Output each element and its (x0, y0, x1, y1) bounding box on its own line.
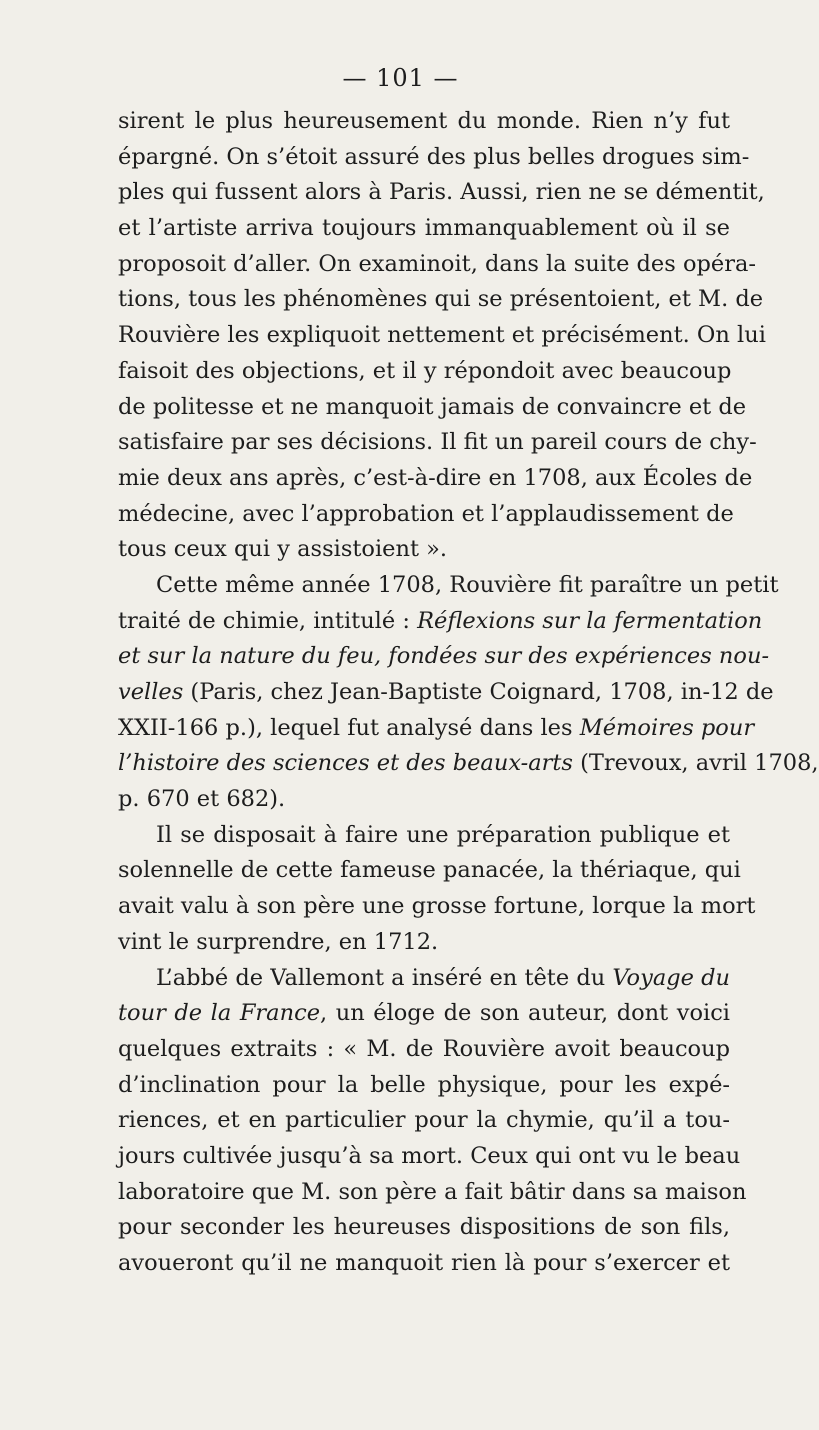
italic-title: Réflexions sur la fermentation (417, 607, 763, 634)
text-line: tous ceux qui y assistoient ». (118, 536, 448, 563)
text-line: Il se disposait à faire une préparation publique et (156, 821, 730, 848)
text-line: ples qui fussent alors à Paris. Aussi, rien ne se démentit, (118, 179, 765, 206)
text-line: satisfaire par ses décisions. Il fit un pareil cours de chy- (118, 429, 757, 456)
text-line: Rouvière les expliquoit nettement et précisément. On lui (118, 322, 766, 349)
text-segment: (Paris, chez Jean-Baptiste Coignard, 1708, in-12 de (183, 679, 774, 705)
text-line: jours cultivée jusqu’à sa mort. Ceux qui ont vu le beau (118, 1142, 741, 1169)
text-line (118, 961, 730, 997)
italic-title: l’histoire des sciences et des beaux-arts (118, 750, 573, 777)
text-line: avoueront qu’il ne manquoit rien là pour s’exercer et (118, 1250, 730, 1276)
text-line (118, 675, 774, 711)
text-line: d’inclination pour la belle physique, pour les expé- (118, 1071, 730, 1098)
text-line: vint le surprendre, en 1712. (118, 928, 439, 955)
text-line: p. 670 et 682). (118, 786, 286, 813)
text-line: sirent le plus heureusement du monde. Rien n’y fut (118, 108, 730, 134)
text-line: proposoit d’aller. On examinoit, dans la suite des opéra- (118, 250, 756, 277)
text-line: mie deux ans après, c’est-à-dire en 1708, aux Écoles de (118, 464, 753, 491)
text-line (118, 996, 730, 1032)
text-line: quelques extraits : « M. de Rouvière avoit beaucoup (118, 1035, 730, 1062)
text-line: épargné. On s’étoit assuré des plus belles drogues sim- (118, 143, 750, 170)
italic-title: tour de la France (118, 1000, 321, 1027)
text-line: pour seconder les heureuses dispositions de son fils, (118, 1214, 730, 1241)
italic-title: Voyage du (612, 964, 730, 991)
text-line: médecine, avec l’approbation et l’applaudissement de (118, 500, 734, 527)
page-number: — 101 — (342, 64, 459, 92)
text-line (118, 746, 819, 782)
text-line: et l’artiste arriva toujours immanquablement où il se (118, 215, 730, 242)
text-line: Cette même année 1708, Rouvière fit paraître un petit (156, 571, 779, 598)
body-text (118, 104, 819, 1282)
text-segment: , un éloge de son auteur, dont voici (320, 1000, 731, 1027)
text-segment: traité de chimie, intitulé : (118, 607, 418, 634)
text-line: de politesse et ne manquoit jamais de convaincre et de (118, 393, 747, 420)
text-segment: (Trevoux, avril 1708, (572, 750, 819, 777)
text-line (118, 639, 770, 675)
text-line: laboratoire que M. son père a fait bâtir dans sa maison (118, 1178, 747, 1205)
italic-title: velles (118, 679, 184, 705)
text-line: avait valu à son père une grosse fortune, lorque la mort (118, 893, 756, 920)
text-line: solennelle de cette fameuse panacée, la thériaque, qui (118, 857, 741, 884)
text-line (118, 604, 763, 640)
italic-title: et sur la nature du feu, fondées sur des expériences nou- (118, 643, 770, 670)
italic-title: Mémoires pour (579, 714, 755, 741)
text-segment: XXII-166 p.), lequel fut analysé dans les (118, 714, 580, 741)
text-line (118, 711, 755, 747)
text-line: tions, tous les phénomènes qui se présentoient, et M. de (118, 286, 764, 313)
text-line: riences, et en particulier pour la chymie, qu’il a tou- (118, 1107, 730, 1134)
text-segment: L’abbé de Vallemont a inséré en tête du (156, 964, 613, 991)
text-line: faisoit des objections, et il y répondoit avec beaucoup (118, 357, 732, 384)
